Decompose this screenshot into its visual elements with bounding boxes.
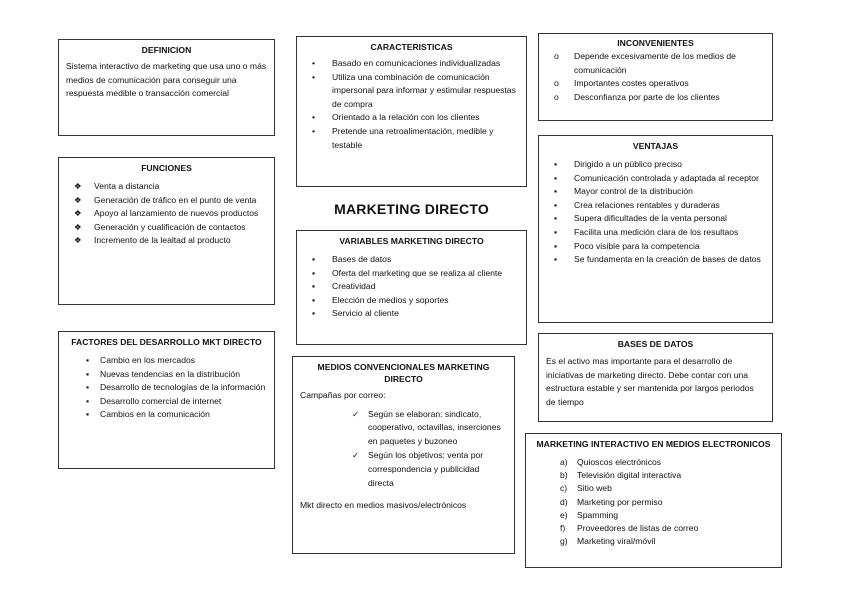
ventajas-box (538, 135, 773, 323)
caracteristicas-title: CARACTERISTICAS (370, 42, 453, 52)
factores-list (66, 354, 267, 422)
variables-list (304, 253, 519, 321)
square-bullet-icon: ▪ (312, 308, 316, 319)
circle-bullet-icon: o (554, 91, 559, 102)
square-bullet-icon: ▪ (86, 355, 90, 365)
list-item: ❖ Generación y cualificación de contactos (66, 221, 267, 235)
circle-bullet-icon: o (554, 78, 559, 89)
inconvenientes-box (538, 33, 773, 121)
square-bullet-icon: ▪ (554, 240, 558, 251)
medios-intro: Campañas por correo: (300, 390, 386, 400)
bullet-icon: • (312, 112, 316, 123)
list-item: g) Marketing viral/móvil (533, 535, 774, 548)
square-bullet-icon: ▪ (86, 395, 90, 406)
square-bullet-icon: ▪ (554, 213, 558, 224)
list-item: ▪ Supera dificultades de la venta personal (546, 212, 765, 226)
list-item: f) Proveedores de listas de correo (533, 522, 774, 535)
list-item: ▪ Mayor control de la distribución (546, 185, 765, 199)
list-item: ▪ Bases de datos (304, 253, 519, 267)
definicion-box (58, 39, 275, 136)
list-item: ▪ Oferta del marketing que se realiza al cliente (304, 267, 519, 281)
bullet-icon: • (312, 58, 316, 68)
bases-box (538, 333, 773, 422)
medios-footer: Mkt directo en medios masivos/electrónicos (300, 500, 467, 511)
definicion-title: DEFINICION (141, 45, 192, 55)
interactivo-box (525, 433, 782, 568)
bases-text: Es el activo mas importante para el desarrollo de iniciativas de marketing directo. Debe contar con una estructura estable y ser mantenida por largos periodos de tiempo (546, 356, 754, 407)
bullet-icon: • (312, 125, 316, 136)
diamond-bullet-icon: ❖ (74, 181, 82, 191)
list-item: ▪ Facilita una medición clara de los resultaos (546, 226, 765, 240)
bases-title: BASES DE DATOS (617, 339, 694, 349)
ventajas-list (546, 158, 765, 267)
medios-title: MEDIOS CONVENCIONALES MARKETING DIRECTO (317, 362, 490, 384)
list-item: ✓ Según los objetivos: venta por correspondencia y publicidad directa (352, 450, 484, 488)
list-item: ▪ Comunicación controlada y adaptada al receptor (546, 172, 765, 186)
square-bullet-icon: ▪ (554, 226, 558, 237)
funciones-list (66, 180, 267, 248)
list-item: ▪ Servicio al cliente (304, 307, 519, 321)
inconvenientes-list (546, 50, 765, 104)
square-bullet-icon: ▪ (554, 186, 558, 197)
ventajas-title: VENTAJAS (632, 141, 679, 151)
diamond-bullet-icon: ❖ (74, 221, 82, 232)
diamond-bullet-icon: ❖ (74, 208, 82, 219)
square-bullet-icon: ▪ (312, 281, 316, 292)
square-bullet-icon: ▪ (554, 172, 558, 183)
list-item: o Depende excesivamente de los medios de comunicación (554, 51, 736, 75)
list-letter: c) (560, 483, 568, 494)
list-item: ✓ Según se elaboran: sindicato, cooperativo, octavillas, inserciones en paquetes y buzoneo (352, 408, 501, 446)
list-item: ▪ Creatividad (304, 280, 519, 294)
list-item: ❖ Incremento de la lealtad al producto (66, 234, 267, 248)
square-bullet-icon: ▪ (312, 254, 316, 264)
list-item: ▪ Nuevas tendencias en la distribución (66, 368, 267, 382)
square-bullet-icon: ▪ (86, 368, 90, 379)
square-bullet-icon: ▪ (86, 409, 90, 420)
list-item: ▪ Crea relaciones rentables y duraderas (546, 199, 765, 213)
list-item: ▪ Desarrollo comercial de internet (66, 395, 267, 409)
funciones-box (58, 157, 275, 305)
factores-title: FACTORES DEL DESARROLLO MKT DIRECTO (71, 337, 262, 347)
caracteristicas-box (296, 36, 527, 187)
medios-list (300, 408, 507, 491)
circle-bullet-icon: o (554, 51, 559, 61)
diamond-bullet-icon: ❖ (74, 194, 82, 205)
square-bullet-icon: ▪ (312, 294, 316, 305)
list-item: ❖ Venta a distancia (66, 180, 267, 194)
inconvenientes-title: INCONVENIENTES (617, 38, 694, 48)
definicion-text: Sistema interactivo de marketing que usa uno o más medios de comunicación para conseguir una respuesta medible o transacción comercial (66, 61, 267, 99)
square-bullet-icon: ▪ (554, 159, 558, 169)
list-item: • Utiliza una combinación de comunicación impersonal para informar y estimular respuestas de compra (312, 71, 516, 109)
factores-box (58, 331, 275, 469)
square-bullet-icon: ▪ (312, 267, 316, 278)
list-item: ▪ Cambios en la comunicación (66, 408, 267, 422)
caracteristicas-list (304, 57, 519, 152)
list-letter: f) (560, 523, 566, 534)
square-bullet-icon: ▪ (554, 199, 558, 210)
page-title: MARKETING DIRECTO (334, 201, 489, 217)
list-item: • Orientado a la relación con los clientes (304, 111, 519, 125)
list-item: ▪ Elección de medios y soportes (304, 294, 519, 308)
check-icon: ✓ (352, 408, 360, 419)
list-item: e) Spamming (533, 509, 774, 522)
list-item: a) Quioscos electrónicos (533, 456, 774, 469)
square-bullet-icon: ▪ (554, 254, 558, 265)
list-item: ❖ Apoyo al lanzamiento de nuevos productos (66, 207, 267, 221)
funciones-title: FUNCIONES (141, 163, 192, 173)
list-item: d) Marketing por permiso (533, 496, 774, 509)
list-item: ▪ Dirigido a un público preciso (546, 158, 765, 172)
list-item: b) Televisión digital interactiva (533, 469, 774, 482)
list-item: ▪ Desarrollo de tecnologías de la información (66, 381, 267, 395)
interactivo-list (533, 456, 774, 548)
list-item: ▪ Poco visible para la competencia (546, 240, 765, 254)
list-letter: a) (560, 457, 568, 467)
square-bullet-icon: ▪ (86, 382, 90, 393)
list-item: c) Sitio web (533, 482, 774, 495)
list-item: o Desconfianza por parte de los clientes (546, 91, 765, 105)
medios-box (292, 356, 515, 554)
list-item: o Importantes costes operativos (546, 77, 765, 91)
list-letter: b) (560, 470, 568, 481)
list-item: • Basado en comunicaciones individualizadas (304, 57, 519, 71)
list-item: ❖ Generación de tráfico en el punto de venta (66, 194, 267, 208)
bullet-icon: • (312, 71, 316, 82)
interactivo-title: MARKETING INTERACTIVO EN MEDIOS ELECTRONICOS (536, 439, 771, 449)
check-icon: ✓ (352, 450, 360, 461)
list-letter: g) (560, 536, 568, 547)
variables-box (296, 230, 527, 345)
variables-title: VARIABLES MARKETING DIRECTO (339, 236, 484, 246)
list-letter: d) (560, 496, 568, 507)
diamond-bullet-icon: ❖ (74, 235, 82, 246)
list-letter: e) (560, 509, 568, 520)
list-item: ▪ Se fundamenta en la creación de bases de datos (546, 253, 765, 267)
list-item: ▪ Cambio en los mercados (66, 354, 267, 368)
list-item: • Pretende una retroalimentación, medible y testable (312, 125, 494, 150)
